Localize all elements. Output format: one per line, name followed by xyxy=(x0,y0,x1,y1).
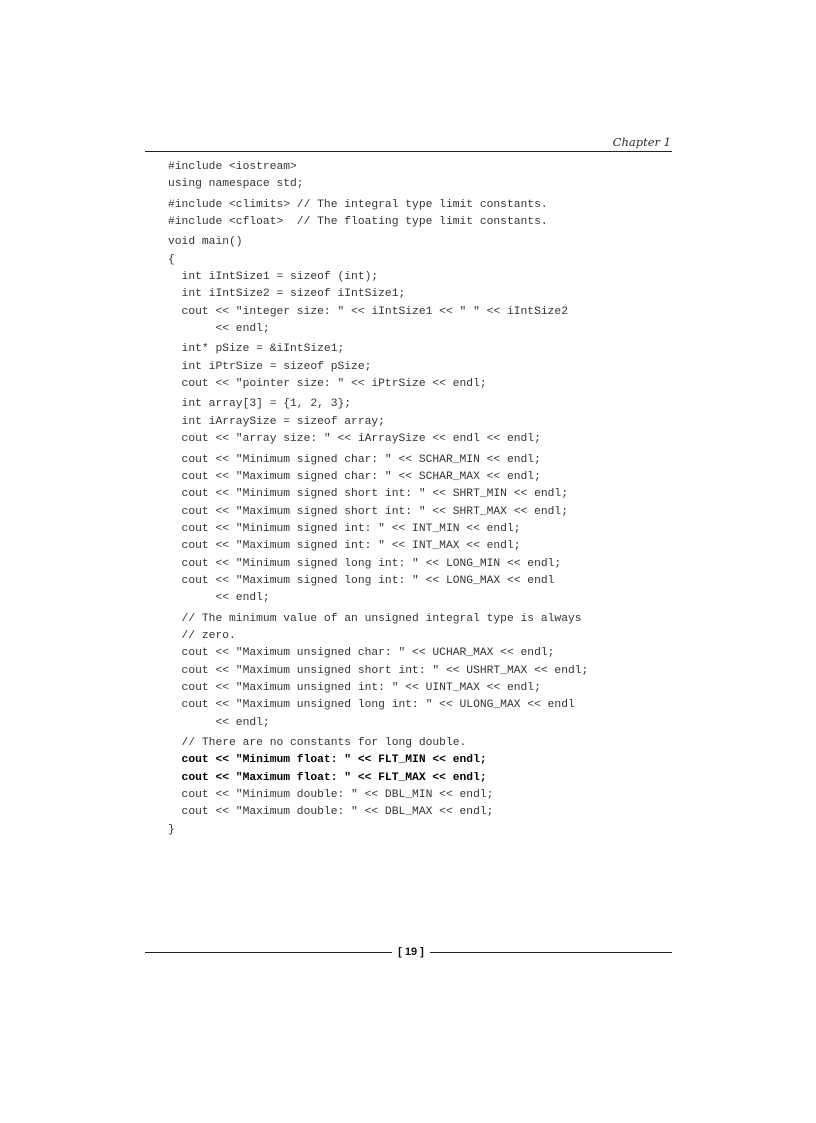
code-line: cout << "Maximum float: " << FLT_MAX << endl; xyxy=(168,771,487,784)
code-line: << endl; xyxy=(168,716,270,729)
code-line: #include <climits> // The integral type limit constants. xyxy=(168,198,548,211)
code-line: << endl; xyxy=(168,323,270,336)
code-line: int iArraySize = sizeof array; xyxy=(168,415,385,428)
code-line: cout << "Maximum unsigned short int: " << USHRT_MAX << endl; xyxy=(168,664,589,677)
code-line: #include <iostream> xyxy=(168,161,297,173)
code-line: cout << "Minimum signed int: " << INT_MIN << endl; xyxy=(168,522,521,535)
code-line: cout << "Maximum signed char: " << SCHAR_MAX << endl; xyxy=(168,470,541,483)
code-listing xyxy=(168,159,648,839)
chapter-header: Chapter 1 xyxy=(612,135,671,149)
code-line: << endl; xyxy=(168,592,270,605)
code-line: void main() xyxy=(168,236,243,249)
code-line: int* pSize = &iIntSize1; xyxy=(168,343,345,356)
code-line: cout << "Maximum unsigned char: " << UCHAR_MAX << endl; xyxy=(168,647,555,660)
code-line: cout << "Maximum double: " << DBL_MAX << endl; xyxy=(168,806,494,819)
code-line: cout << "Maximum signed int: " << INT_MAX << endl; xyxy=(168,540,521,553)
footer-rule-right xyxy=(430,952,672,953)
code-line: { xyxy=(168,253,175,266)
code-line: // zero. xyxy=(168,629,236,642)
code-line: cout << "Maximum signed long int: " << LONG_MAX << endl xyxy=(168,574,555,587)
code-line: // There are no constants for long double. xyxy=(168,737,467,749)
page-footer xyxy=(145,944,672,960)
page-number: [ 19 ] xyxy=(398,946,424,958)
code-line: using namespace std; xyxy=(168,178,304,191)
header-rule xyxy=(145,151,672,152)
code-line: int iIntSize1 = sizeof (int); xyxy=(168,271,379,284)
code-line: int array[3] = {1, 2, 3}; xyxy=(168,398,352,411)
code-line: cout << "pointer size: " << iPtrSize << endl; xyxy=(168,378,487,391)
code-line: cout << "Minimum signed char: " << SCHAR_MIN << endl; xyxy=(168,453,541,466)
code-line: cout << "Maximum unsigned int: " << UINT_MAX << endl; xyxy=(168,681,541,694)
code-line: // The minimum value of an unsigned integral type is always xyxy=(168,612,582,625)
code-line: cout << "Maximum signed short int: " << SHRT_MAX << endl; xyxy=(168,505,568,518)
code-line: int iIntSize2 = sizeof iIntSize1; xyxy=(168,288,406,301)
code-line: cout << "Maximum unsigned long int: " << ULONG_MAX << endl xyxy=(168,699,575,712)
code-line: cout << "Minimum signed long int: " << LONG_MIN << endl; xyxy=(168,557,562,570)
code-line: #include <cfloat> // The floating type limit constants. xyxy=(168,216,548,229)
code-line: cout << "array size: " << iArraySize << endl << endl; xyxy=(168,433,541,446)
footer-rule-left xyxy=(145,952,392,953)
code-line: cout << "Minimum double: " << DBL_MIN << endl; xyxy=(168,789,494,802)
code-line: cout << "Minimum float: " << FLT_MIN << endl; xyxy=(168,754,487,767)
code-line: cout << "Minimum signed short int: " << SHRT_MIN << endl; xyxy=(168,488,568,501)
code-line: } xyxy=(168,823,175,836)
code-line: cout << "integer size: " << iIntSize1 << " " << iIntSize2 xyxy=(168,305,568,318)
code-line: int iPtrSize = sizeof pSize; xyxy=(168,360,372,373)
